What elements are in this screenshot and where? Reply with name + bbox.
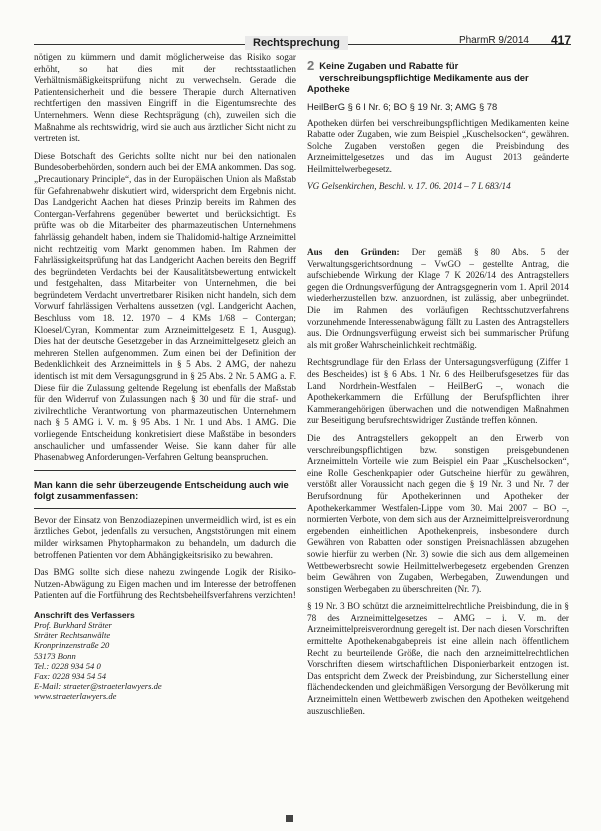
case-number: 2 — [307, 58, 315, 73]
paragraph: Rechtsgrundlage für den Erlass der Untersagungsverfügung (Ziffer 1 des Bescheides) ist § 6 Abs. 1 Nr. 6 des Heilberufsgesetzes für das Land Nordrhein-Westfalen – HeilBerG –, wonach die Apothekerkammern die Erfüllung der Berufspflichten ihrer Kammerangehörigen überwachen und die notwendigen Maßnahmen zur Beseitigung berufsrechtswidriger Zustände treffen können. — [307, 357, 569, 426]
divider — [34, 470, 296, 471]
paragraph — [307, 247, 569, 351]
author-line: E-Mail: straeter@straeterlawyers.de — [34, 681, 162, 692]
author-line: Kronprinzenstraße 20 — [34, 640, 110, 651]
reasons-label: Aus den Gründen: — [307, 247, 400, 258]
paragraph: Diese Botschaft des Gerichts sollte nicht nur bei den nationalen Bundesoberbehörden, sondern auch bei der EMA ankommen. Das sog. „Precautionary Principle“, das in der Europäischen Union als Maßstab für Gefahrenabwehr diskutiert wird, widerspricht dem Ergebnis nicht. Das Landgericht Aachen hat dieses Prinzip bereits im Rahmen des Contergan-Verfahrens gegenüber bewertet und berücksichtigt. Es prüfte was ob die Mitarbeiter des pharmazeutischen Unternehmens fahrlässig gehandelt haben, indem sie Thalidomid-haltige Arzneimittel nicht rechtzeitig vom Markt genommen haben. Im Rahmen der Fahrlässigkeitsprüfung hat das Landgericht Aachen bereits den Begriff des begründeten Verdachts bei der Kausalitätsbewertung entwickelt und festgehalten, dass Mitarbeiter von Unternehmen, die bei begründetem Verdacht unvertretbarer Risiken nicht handeln, sich dem Vorwurf fahrlässigen Verhaltens aussetzen (vgl. Landgericht Aachen, Beschluss vom 18. 12. 1970 – 4 KMs 1/68 – Contergan; Kloesel/Cyran, Kommentar zum Arzneimittelgesetz E 1, Ausgug). Dies hat der deutsche Gesetzgeber in das Arzneimittelgesetz gleich an mehreren Stellen aufgenommen. Zum einen bei der Definition der Bedenklichkeit des Arzneimittels in § 5 Abs. 2 AMG, der nahezu identisch ist mit dem Versagungsgrund in § 25 Abs. 2 Nr. 5 AMG a. F. Diese für die Zulassung geltende Regelung ist ebenfalls der Maßstab für den Widerruf von Zulassungen nach § 30 und für die straf- und zivilrechtliche Verantwortung von pharmazeutischen Unternehmern nach § 5 AMG i. V. m. § 95 Abs. 1 Nr. 1 und Abs. 1 AMG. Die vorliegende Entscheidung konkretisiert diese Maßstäbe in besonders anschaulicher und umfassender Weise. Sie kann daher für alle Phasenabweg Anforderungen-Verfahren Geltung beanspruchen. — [34, 150, 296, 463]
divider — [34, 508, 296, 509]
page-number: 417 — [550, 33, 571, 47]
paragraph: Bevor der Einsatz von Benzodiazepinen unvermeidlich wird, ist es ein ärztliches Gebot, jedenfalls zu versuchen, Angststörungen mit einem milder wirksamen Phytopharmakon zu behandeln, um dadurch die betroffenen Patienten vor dem Abhängigkeitsrisiko zu bewahren. — [34, 514, 296, 560]
author-line: Sträter Rechtsanwälte — [34, 630, 111, 641]
court-citation: VG Gelsenkirchen, Beschl. v. 17. 06. 2014 – 7 L 683/14 — [307, 181, 511, 192]
author-line: Fax: 0228 934 54 54 — [34, 670, 107, 681]
statute-references: HeilBerG § 6 I Nr. 6; BO § 19 Nr. 3; AMG § 78 — [307, 100, 498, 112]
journal-issue: PharmR 9/2014 — [458, 35, 529, 46]
author-line: www.straeterlawyers.de — [34, 691, 117, 702]
author-label: Anschrift des Verfassers — [34, 609, 135, 620]
summary-heading: Man kann die sehr überzeugende Entscheidung auch wie folgt zusammenfassen: — [34, 478, 289, 502]
paragraph: § 19 Nr. 3 BO schützt die arzneimittelrechtliche Preisbindung, die in § 78 des Arzneimittelgesetzes – AMG – i. V. m. der Arzneimittelpreisverordnung geregelt ist. Der nach diesen Vorschriften ermittelte Apothekenabgabepreis ist eine allein nach öffentlichem Recht zu beurteilende Größe, die nach den arzneimittelrechtlichen Vorschriften diesem wirtschaftlichen Disponierbarkeit entzogen ist. Das entspricht dem Zweck der Preisbindung, zur Sicherstellung einer flächendeckenden und gleichmäßigen Versorgung der Bevölkerung mit Arzneimitteln einen Wettbewerb zwischen den Apotheken weitgehend auszuschließen. — [307, 601, 569, 716]
author-line: 53173 Bonn — [34, 650, 76, 661]
paragraph-text: Der gemäß § 80 Abs. 5 der Verwaltungsgerichtsordnung – VwGO – gestellte Antrag, die aufschiebende Wirkung der Klage 7 K 2026/14 des Antragstellers gegen die Ordnungsverfügung der Antragsgegnerin vom 1. April 2014 wiederherzustellen bzw. anzuordnen, ist zulässig, aber unbegründet. Die im Rahmen des vorläufigen Rechtsschutzverfahrens vorzunehmende Interessenabwägung fällt zu Lasten des Antragstellers aus. Die Ordnungsverfügung erweist sich bei summarischer Prüfung als mit großer Wahrscheinlichkeit rechtmäßig. — [307, 247, 570, 350]
paragraph: Das BMG sollte sich diese nahezu zwingende Logik der Risiko-Nutzen-Abwägung zu Eigen machen und im Interesse der betroffenen Patienten auf die Fortführung des Rechtsbeheilfsverfahrens verzichten! — [34, 567, 296, 601]
section-label: Rechtsprechung — [245, 36, 348, 50]
headnote: Apotheken dürfen bei verschreibungspflichtigen Medikamenten keine Rabatte oder Zugaben, wie zum Beispiel „Kuschelsocken“, gewähren. Solche Zugaben verstoßen gegen die Preisbindung des Arzneimittelgesetzes und das im August 2013 geänderte Heilmittelwerbegesetz. — [307, 117, 569, 174]
end-mark — [286, 815, 293, 822]
right-column — [307, 52, 569, 723]
paragraph: nötigen zu kümmern und damit möglicherweise das Risiko sogar erhöht, so hat dies mit der rechtsstaatlichen Verhältnismäßigkeitsprüfung nicht zu verwechseln. Gerade die Patientensicherheit und die bessere Therapie durch Alternativen rechtfertigen den massiven Eingriff in die Eigentumsrechte des Unternehmers. Wenn diese Rechtsprägung (ch), zuweilen sich die Maßnahme als rechtswidrig, wird sie auch aus ärztlicher Sicht nicht zu vertreten ist. — [34, 52, 296, 144]
paragraph: Die des Antragstellers gekoppelt an den Erwerb von verschreibungspflichtigen bzw. sonstigen preisgebundenen Arzneimitteln Vorteile wie zum Beispiel ein Paar „Kuschelsocken“, eine Rolle Geschenkpapier oder Gutscheine hierfür zu gewähren, verstößt aller Voraussicht nach gegen die § 19 Nr. 3 und Nr. 7 der Berufsordnung für Apothekerinnen und Apotheker der Apothekerkammer Westfalen-Lippe vom 30. Mai 2007 – BO –, normierten Verbote, von dem sich aus der Arzneimittelpreisverordnung ergebenden einheitlichen Apothekenpreis, insbesondere durch Gewähren von Rabatten oder sonstigen Preisnachlässen abzugehen sowie hierfür zu werben (Nr. 3) sowie die sich aus dem allgemeinen Wettbewerbsrecht sowie Heilmittelwerbegesetz ergebenden Grenzen beim Gewähren von Zugaben, Werbegaben, Zuwendungen und sonstigen Werbegaben zu überschreiten (Nr. 7). — [307, 432, 569, 594]
case-title: Keine Zugaben und Rabatte für verschreibungspflichtige Medikamente aus der Apotheke — [307, 60, 529, 94]
case-heading — [307, 60, 569, 95]
author-line: Prof. Burkhard Sträter — [34, 619, 112, 630]
left-column — [34, 52, 296, 702]
author-line: Tel.: 0228 934 54 0 — [34, 660, 101, 671]
